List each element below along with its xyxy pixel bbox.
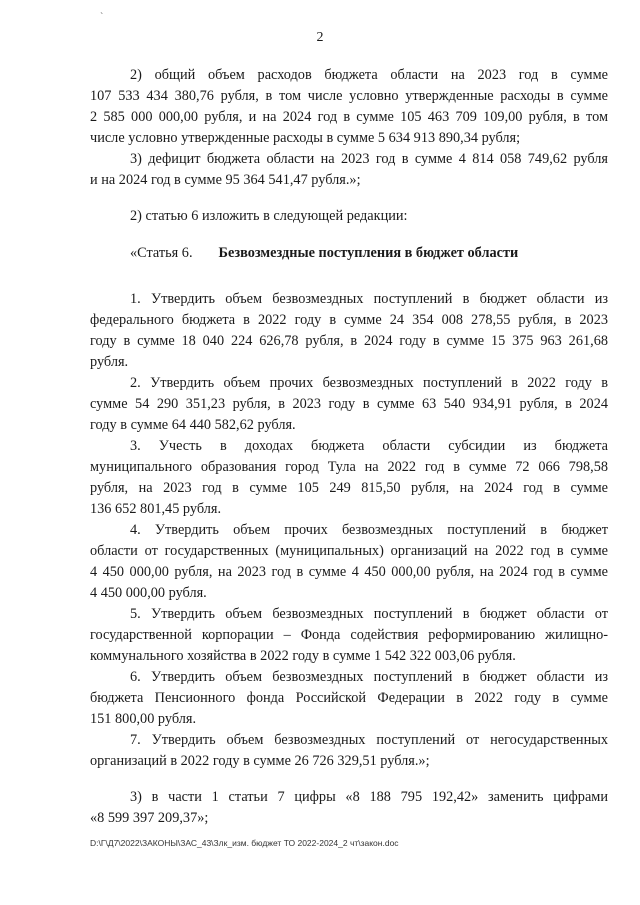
text-line: муниципального образования город Тула на 2022 год в сумме 72 066 798,58 (90, 459, 608, 475)
text-line: 2) статью 6 изложить в следующей редакции: (130, 208, 408, 224)
text-line: 6. Утвердить объем безвозмездных поступлений в бюджет области из (130, 669, 608, 685)
text-line: федерального бюджета в 2022 году в сумме 24 354 008 278,55 рубля, в 2023 (90, 312, 608, 328)
text-line: 136 652 801,45 рубля. (90, 501, 222, 517)
text-line: 4. Утвердить объем прочих безвозмездных поступлений в бюджет (130, 522, 608, 538)
text-line: рубля, на 2023 год в сумме 105 249 815,50 рубля, на 2024 год в сумме (90, 480, 608, 496)
text-line: коммунального хозяйства в 2022 году в сумме 1 542 322 003,06 рубля. (90, 648, 516, 664)
page-number: 2 (316, 30, 324, 45)
text-line: и на 2024 год в сумме 95 364 541,47 рубля.»; (90, 172, 361, 188)
article-heading (130, 245, 518, 262)
scan-mark: ` (100, 12, 104, 23)
text-line: 151 800,00 рубля. (90, 711, 197, 727)
text-line: сумме 54 290 351,23 рубля, в 2023 году в сумме 63 540 934,91 рубля, в 2024 (90, 396, 608, 412)
text-line: области от государственных (муниципальных) организаций на 2022 год в сумме (90, 543, 608, 559)
text-line: 2 585 000 000,00 рубля, и на 2024 год в сумме 105 463 709 109,00 рубля, в том (90, 109, 608, 125)
text-line: году в сумме 64 440 582,62 рубля. (90, 417, 296, 433)
text-line: бюджета Пенсионного фонда Российской Федерации в 2022 году в сумме (90, 690, 608, 706)
text-line: 4 450 000,00 рубля, на 2023 год в сумме 4 450 000,00 рубля, на 2024 год в сумме (90, 564, 608, 580)
text-line: 4 450 000,00 рубля. (90, 585, 207, 601)
text-line: 3) дефицит бюджета области на 2023 год в сумме 4 814 058 749,62 рубля (130, 151, 608, 167)
text-line: рубля. (90, 354, 129, 370)
text-line: 5. Утвердить объем безвозмездных поступлений в бюджет области от (130, 606, 608, 622)
footer-file-path: D:\Г\Д7\2022\ЗАКОНЫ\ЗАС_43\Злк_изм. бюджет ТО 2022-2024_2 чт\закон.doc (90, 838, 399, 848)
text-line: государственной корпорации – Фонда содействия реформированию жилищно- (90, 627, 608, 643)
text-line: 1. Утвердить объем безвозмездных поступлений в бюджет области из (130, 291, 608, 307)
text-line: 2. Утвердить объем прочих безвозмездных поступлений в 2022 году в (130, 375, 608, 391)
text-line: 3. Учесть в доходах бюджета области субсидии из бюджета (130, 438, 608, 454)
text-line: «8 599 397 209,37»; (90, 810, 209, 826)
text-line: 3) в части 1 статьи 7 цифры «8 188 795 192,42» заменить цифрами (130, 789, 608, 805)
text-line: 7. Утвердить объем безвозмездных поступлений от негосударственных (130, 732, 608, 748)
article-title: Безвозмездные поступления в бюджет области (218, 245, 519, 261)
article-number: «Статья 6. (130, 245, 193, 261)
text-line: организаций в 2022 году в сумме 26 726 329,51 рубля.»; (90, 753, 430, 769)
text-line: 2) общий объем расходов бюджета области на 2023 год в сумме (130, 67, 608, 83)
text-line: 107 533 434 380,76 рубля, в том числе условно утвержденные расходы в сумме (90, 88, 608, 104)
text-line: году в сумме 18 040 224 626,78 рубля, в 2024 году в сумме 15 375 963 261,68 (90, 333, 608, 349)
text-line: числе условно утвержденные расходы в сумме 5 634 913 890,34 рубля; (90, 130, 521, 146)
